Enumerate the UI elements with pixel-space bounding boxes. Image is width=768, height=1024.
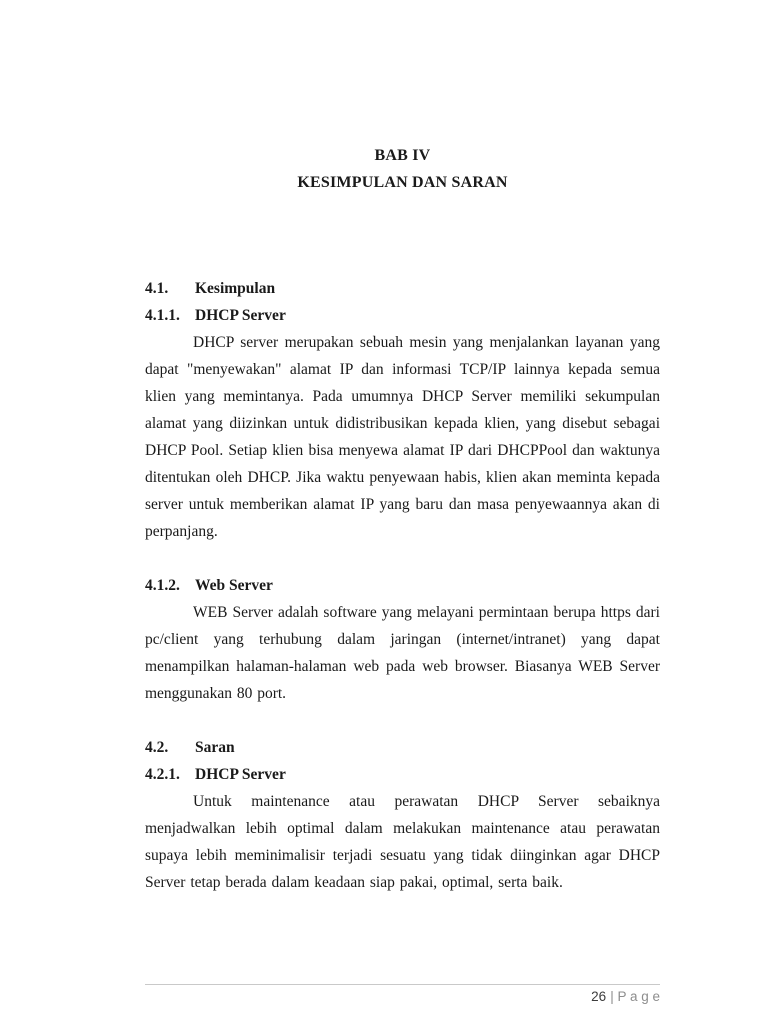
section-heading-4-2 xyxy=(145,734,660,761)
paragraph-spacer xyxy=(145,707,660,734)
chapter-title-line1: BAB IV xyxy=(374,147,431,164)
section-label: Saran xyxy=(195,739,235,756)
section-label: DHCP Server xyxy=(195,307,286,324)
section-number: 4.2.1. xyxy=(145,766,180,783)
chapter-title-line2: KESIMPULAN DAN SARAN xyxy=(297,174,508,191)
chapter-title xyxy=(145,142,660,196)
section-label: Kesimpulan xyxy=(195,280,276,297)
section-number: 4.1. xyxy=(145,280,169,297)
section-heading-4-1 xyxy=(145,275,660,302)
section-number: 4.1.2. xyxy=(145,577,180,594)
section-number: 4.1.1. xyxy=(145,307,180,324)
footer-page-number: 26 xyxy=(591,989,607,1004)
paragraph-spacer xyxy=(145,545,660,572)
section-label: Web Server xyxy=(195,577,273,594)
paragraph-web-server: WEB Server adalah software yang melayani permintaan berupa https dari pc/client yang terhubung dalam jaringan (internet/intranet) yang dapat menampilkan halaman-halaman web pada web browser. Biasanya WEB Server menggunakan 80 port. xyxy=(145,604,660,702)
paragraph-dhcp-server: DHCP server merupakan sebuah mesin yang menjalankan layanan yang dapat "menyewakan" alamat IP dan informasi TCP/IP lainnya kepada semua klien yang memintanya. Pada umumnya DHCP Server memiliki sekumpulan alamat yang diizinkan untuk didistribusikan kepada klien, yang disebut sebagai DHCP Pool. Setiap klien bisa menyewa alamat IP dari DHCPPool dan waktunya ditentukan oleh DHCP. Jika waktu penyewaan habis, klien akan meminta kepada server untuk memberikan alamat IP yang baru dan masa penyewaannya akan di perpanjang. xyxy=(145,334,660,540)
section-heading-4-2-1 xyxy=(145,761,660,788)
title-spacer xyxy=(145,196,660,275)
section-number: 4.2. xyxy=(145,739,169,756)
paragraph-saran-dhcp: Untuk maintenance atau perawatan DHCP Server sebaiknya menjadwalkan lebih optimal dalam melakukan maintenance atau perawatan supaya lebih meminimalisir terjadi sesuatu yang tidak diinginkan agar DHCP Server tetap berada dalam keadaan siap pakai, optimal, serta baik. xyxy=(145,793,660,891)
footer-page-label: | P a g e xyxy=(610,989,660,1004)
page-footer xyxy=(145,984,660,1004)
page-content xyxy=(145,0,660,896)
section-heading-4-1-2 xyxy=(145,572,660,599)
section-heading-4-1-1 xyxy=(145,302,660,329)
section-label: DHCP Server xyxy=(195,766,286,783)
